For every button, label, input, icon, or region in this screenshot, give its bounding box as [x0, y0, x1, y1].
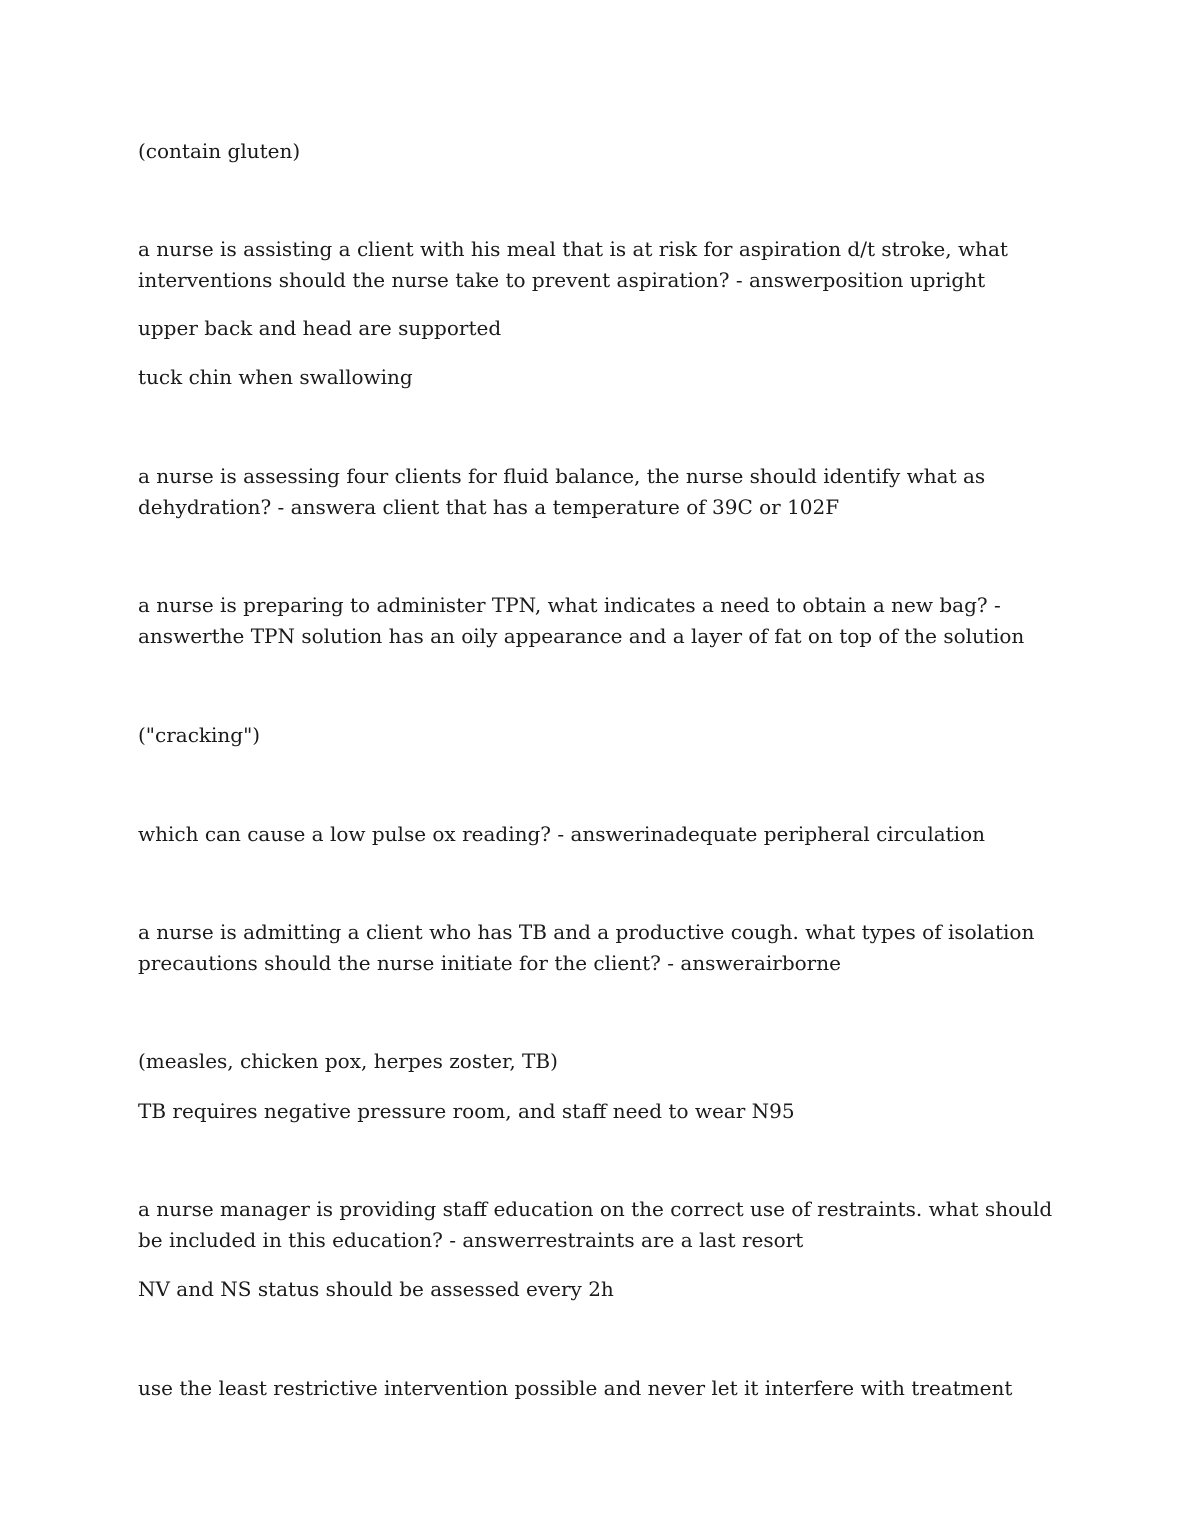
paragraph-restraints-question: a nurse manager is providing staff education on the correct use of restraints. what should be included in this education? - answerrestraints are a last resort	[138, 1197, 1053, 1252]
paragraph-least-restrictive: use the least restrictive intervention possible and never let it interfere with treatment	[138, 1376, 1013, 1400]
paragraph-aspiration-question: a nurse is assisting a client with his meal that is at risk for aspiration d/t stroke, what interventions should the nurse take to prevent aspiration? - answerposition upright	[138, 237, 1008, 292]
paragraph-cracking: ("cracking")	[138, 723, 261, 747]
paragraph-nv-ns-status: NV and NS status should be assessed every 2h	[138, 1277, 614, 1301]
paragraph-tb-isolation-question: a nurse is admitting a client who has TB and a productive cough. what types of isolation precautions should the nurse initiate for the client? - answerairborne	[138, 920, 1035, 975]
paragraph-pulse-ox-question: which can cause a low pulse ox reading? - answerinadequate peripheral circulation	[138, 822, 986, 846]
paragraph-contain-gluten: (contain gluten)	[138, 139, 301, 163]
paragraph-upper-back: upper back and head are supported	[138, 316, 502, 340]
paragraph-tuck-chin: tuck chin when swallowing	[138, 365, 413, 389]
paragraph-tb-negative-pressure: TB requires negative pressure room, and staff need to wear N95	[138, 1099, 795, 1123]
paragraph-tpn-question: a nurse is preparing to administer TPN, what indicates a need to obtain a new bag? - answerthe TPN solution has an oily appearance and a layer of fat on top of the solution	[138, 593, 1025, 648]
paragraph-airborne-diseases: (measles, chicken pox, herpes zoster, TB)	[138, 1049, 558, 1073]
paragraph-fluid-balance-question: a nurse is assessing four clients for fluid balance, the nurse should identify what as dehydration? - answera client that has a temperature of 39C or 102F	[138, 464, 986, 519]
